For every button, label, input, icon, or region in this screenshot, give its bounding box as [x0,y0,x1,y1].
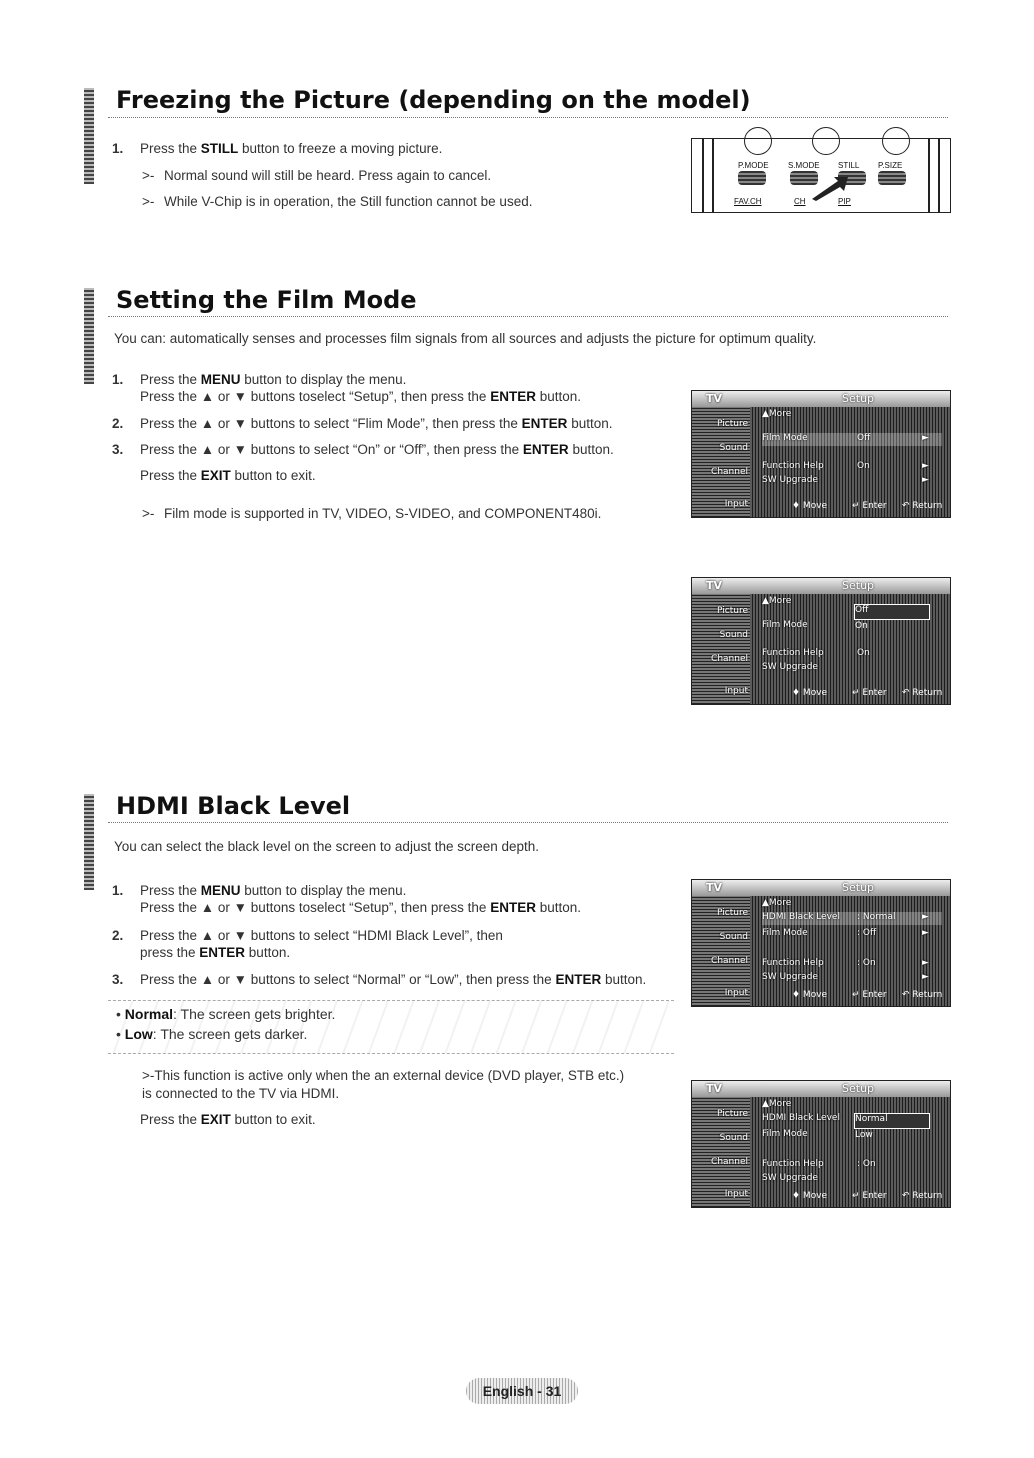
osd-header [692,1081,950,1097]
film-note: >- Film mode is supported in TV, VIDEO, S-VIDEO, and COMPONENT480i. [142,506,602,521]
page-number-badge: English - 31 [466,1378,578,1404]
hdmi-note-b: is connected to the TV via HDMI. [142,1086,340,1101]
osd-row: Function Help On [762,648,870,658]
osd-setup-menu-film-dropdown [691,577,951,705]
remote-label: P.MODE [738,161,769,170]
osd-side-item: Picture [717,1109,748,1119]
hdmi-step-1b: Press the ▲ or ▼ buttons toselect “Setup”, then press the ENTER button. [140,900,581,915]
osd-row: Function Help On ► [762,461,929,471]
osd-header [692,880,950,896]
osd-title: Setup [842,1082,875,1095]
hdmi-intro: You can select the black level on the screen to adjust the screen depth. [114,839,540,854]
osd-tv-label: TV [706,392,723,405]
osd-title: Setup [842,881,875,894]
film-step-1b: Press the ▲ or ▼ buttons toselect “Setup”, then press the ENTER button. [140,389,581,404]
osd-setup-menu-hdmi-dropdown [691,1080,951,1208]
freeze-note-1: >- Normal sound will still be heard. Press again to cancel. [142,168,492,183]
osd-side-item: Channel [711,956,748,966]
osd-row: ▲More [762,409,792,419]
film-intro: You can: automatically senses and processes film signals from all sources and adjusts the picture for optimum quality. [114,331,817,346]
osd-row: SW Upgrade ► [762,972,929,982]
osd-side-item: Picture [717,606,748,616]
osd-side-item: Input [724,1189,748,1199]
osd-row: SW Upgrade ► [762,475,929,485]
osd-side-item: Sound [719,630,748,640]
osd-row: ▲More [762,596,792,606]
osd-side-item: Input [724,686,748,696]
step-number: 2. [112,928,124,943]
section-title-hdmi: HDMI Black Level [116,792,351,820]
osd-side-item: Picture [717,419,748,429]
remote-label: PIP [838,197,851,206]
film-exit: Press the EXIT button to exit. [140,468,316,483]
remote-edge [928,139,940,212]
osd-tv-label: TV [706,579,723,592]
hdmi-step-3: Press the ▲ or ▼ buttons to select “Normal” or “Low”, then press the ENTER button. [140,972,647,987]
osd-row: Film Mode : Off ► [762,928,929,938]
osd-side-item: Input [724,988,748,998]
osd-side-item: Sound [719,1133,748,1143]
osd-row: SW Upgrade [762,1173,818,1183]
osd-header [692,578,950,594]
remote-label: S.MODE [788,161,820,170]
remote-label: FAV.CH [734,197,762,206]
section-marker [84,88,94,184]
bullet-low: • Low: The screen gets darker. [116,1026,308,1042]
step-number: 1. [112,372,124,387]
osd-side-item: Sound [719,443,748,453]
hdmi-step-2b: press the ENTER button. [140,945,291,960]
bullet-normal: • Normal: The screen gets brighter. [116,1006,336,1022]
osd-side-item: Sound [719,932,748,942]
osd-footer: ♦ Move ↵ Enter ↶ Return [792,1191,943,1201]
osd-side-item: Input [724,499,748,509]
osd-row: ▲More [762,898,792,908]
osd-side-item: Channel [711,1157,748,1167]
osd-dropdown-option: Off [854,604,930,620]
section-title-freeze: Freezing the Picture (depending on the model) [116,86,751,114]
osd-footer: ♦ Move ↵ Enter ↶ Return [792,990,943,1000]
remote-round-button [744,127,772,155]
osd-dropdown-option: On [855,621,868,631]
section-marker [84,794,94,890]
note-icon: >- [142,168,155,183]
osd-row: Function Help : On [762,1159,876,1169]
section-marker [84,288,94,384]
film-step-2: Press the ▲ or ▼ buttons to select “Flim Mode”, then press the ENTER button. [140,416,613,431]
remote-illustration [691,138,951,213]
osd-row: Function Help : On ► [762,958,929,968]
remote-edge [702,139,714,212]
osd-title: Setup [842,579,875,592]
remote-label: STILL [838,161,860,170]
osd-dropdown-option: Normal [854,1113,930,1129]
step-number: 2. [112,416,124,431]
remote-button [738,171,766,185]
osd-tv-label: TV [706,1082,723,1095]
osd-footer: ♦ Move ↵ Enter ↶ Return [792,688,943,698]
section-rule [108,117,948,118]
osd-footer: ♦ Move ↵ Enter ↶ Return [792,501,943,511]
osd-setup-menu-hdmi [691,879,951,1007]
osd-row: HDMI Black Level : Normal ► [762,912,942,925]
hdmi-note: >-This function is active only when the an external device (DVD player, STB etc.) [142,1068,625,1083]
remote-round-button [882,127,910,155]
film-step-3: Press the ▲ or ▼ buttons to select “On” or “Off”, then press the ENTER button. [140,442,614,457]
remote-label: CH [794,197,806,206]
osd-row: HDMI Black Level [762,1113,840,1123]
note-icon: >- [142,194,155,209]
osd-row: Film Mode Off ► [762,433,942,446]
osd-dropdown-option: Low [855,1130,873,1140]
hdmi-step-1: Press the MENU button to display the menu. [140,883,407,898]
osd-tv-label: TV [706,881,723,894]
freeze-step-1: Press the STILL button to freeze a moving picture. [140,141,443,156]
section-title-film: Setting the Film Mode [116,286,417,314]
freeze-note-2: >- While V-Chip is in operation, the Still function cannot be used. [142,194,533,209]
note-icon: >- [142,1068,155,1083]
hdmi-step-2: Press the ▲ or ▼ buttons to select “HDMI Black Level”, then [140,928,503,943]
remote-button [878,171,906,185]
osd-side-item: Channel [711,654,748,664]
remote-label: P.SIZE [878,161,903,170]
note-icon: >- [142,506,155,521]
osd-row: SW Upgrade [762,662,818,672]
step-number: 1. [112,141,124,156]
osd-row: ▲More [762,1099,792,1109]
osd-title: Setup [842,392,875,405]
section-rule [108,316,948,317]
hdmi-exit: Press the EXIT button to exit. [140,1112,316,1127]
osd-row: Film Mode [762,1129,808,1139]
osd-setup-menu-film [691,390,951,518]
remote-round-button [812,127,840,155]
step-number: 1. [112,883,124,898]
osd-side-item: Channel [711,467,748,477]
osd-row: Film Mode [762,620,808,630]
osd-side-item: Picture [717,908,748,918]
step-number: 3. [112,442,124,457]
section-rule [108,822,948,823]
film-step-1: Press the MENU button to display the menu. [140,372,407,387]
step-number: 3. [112,972,124,987]
osd-header [692,391,950,407]
